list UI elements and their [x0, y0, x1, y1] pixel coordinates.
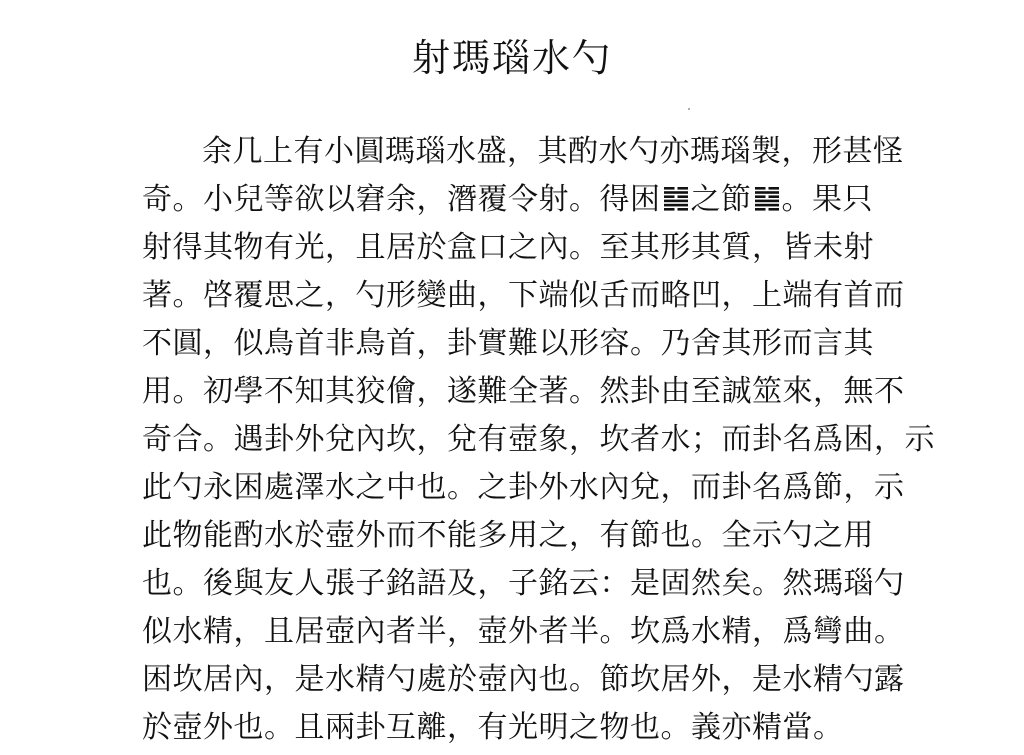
hexagram-broken-line [755, 195, 766, 198]
hexagram-solid-line [755, 204, 779, 207]
scan-speck [688, 108, 690, 110]
hexagram-broken-line [664, 187, 675, 190]
text-line-2-part-3: 。果只 [781, 182, 873, 217]
hexagram-broken-line [677, 195, 688, 198]
hexagram-broken-line [768, 208, 779, 211]
hexagram-broken-line [768, 195, 779, 198]
hexagram-broken-line [677, 187, 688, 190]
text-line-5: 不圓，似鳥首非鳥首，卦實難以形容。乃舍其形而言其 [142, 326, 874, 361]
hexagram-solid-line [755, 191, 779, 194]
text-line-8: 此勺永困處澤水之中也。之卦外水內兌，而卦名爲節，示 [142, 470, 905, 505]
hexagram-glyph [663, 186, 689, 212]
document-title: 射瑪瑙水勺 [411, 36, 612, 80]
text-line-12: 困坎居內，是水精勺處於壺內也。節坎居外，是水精勺露 [142, 662, 905, 697]
text-line-2-part-2: 之節 [690, 182, 752, 217]
text-line-2 [142, 176, 882, 224]
hexagram-jie-icon [754, 186, 780, 212]
text-line-9: 此物能酌水於壺外而不能多用之，有節也。全示勺之用 [142, 518, 874, 553]
text-line-6: 用。初學不知其狡儈，遂難全著。然卦由至誠筮來，無不 [142, 374, 905, 409]
hexagram-kun-icon [663, 186, 689, 212]
text-line-13: 於壺外也。且兩卦互離，有光明之物也。義亦精當。 [142, 710, 844, 745]
hexagram-broken-line [664, 208, 675, 211]
text-line-1: 余几上有小圓瑪瑙水盛，其酌水勺亦瑪瑙製，形甚怪 [202, 134, 904, 169]
text-line-4: 著。啓覆思之，勺形變曲，下端似舌而略凹，上端有首而 [142, 278, 905, 313]
hexagram-broken-line [677, 208, 688, 211]
hexagram-solid-line [755, 200, 779, 203]
hexagram-solid-line [664, 200, 688, 203]
text-line-7: 奇合。遇卦外兌內坎，兌有壺象，坎者水；而卦名爲困，示 [142, 422, 935, 457]
hexagram-glyph [754, 186, 780, 212]
hexagram-broken-line [755, 187, 766, 190]
hexagram-broken-line [664, 195, 675, 198]
text-line-3: 射得其物有光，且居於盒口之內。至其形其質，皆未射 [142, 230, 874, 265]
hexagram-solid-line [664, 191, 688, 194]
hexagram-broken-line [768, 187, 779, 190]
text-line-2-part-1: 奇。小兒等欲以窘余，潛覆令射。得困 [142, 182, 661, 217]
text-line-10: 也。後與友人張子銘語及，子銘云：是固然矣。然瑪瑙勺 [142, 566, 905, 601]
text-line-11: 似水精，且居壺內者半，壺外者半。坎爲水精，爲彎曲。 [142, 614, 905, 649]
body-text [142, 128, 935, 752]
hexagram-solid-line [664, 204, 688, 207]
hexagram-broken-line [755, 208, 766, 211]
